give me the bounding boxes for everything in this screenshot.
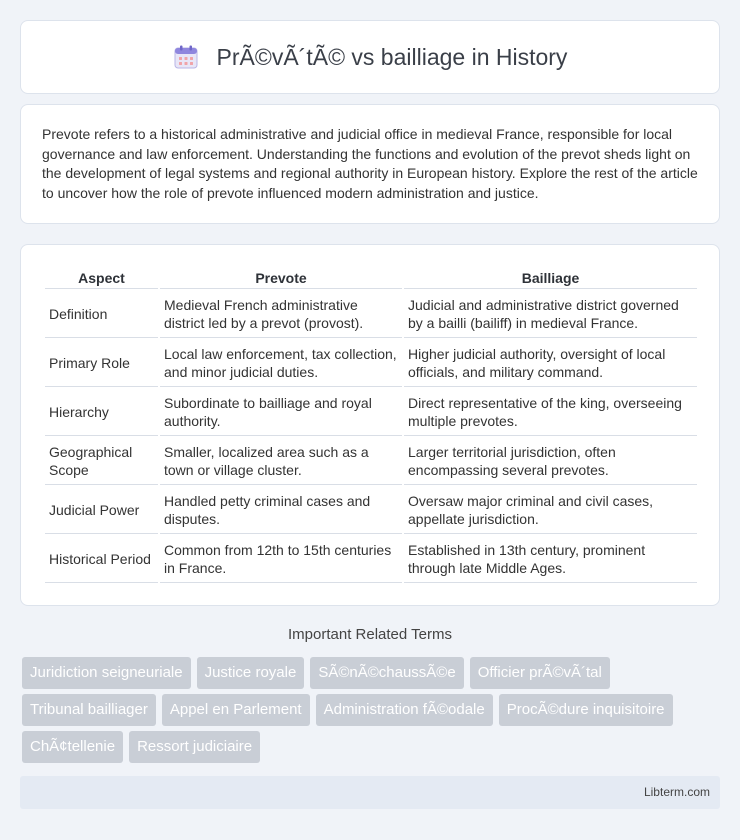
table-row	[45, 536, 697, 583]
table-row	[45, 340, 697, 387]
cell-aspect: Primary Role	[45, 340, 158, 387]
related-term-tag[interactable]: Justice royale	[197, 657, 305, 689]
related-term-tag[interactable]: SÃ©nÃ©chaussÃ©e	[310, 657, 463, 689]
header-prevote: Prevote	[160, 265, 402, 289]
cell-prevote: Subordinate to bailliage and royal authority.	[160, 389, 402, 436]
cell-bailliage: Oversaw major criminal and civil cases, appellate jurisdiction.	[404, 487, 697, 534]
cell-bailliage: Judicial and administrative district governed by a bailli (bailiff) in medieval France.	[404, 291, 697, 338]
table-row	[45, 487, 697, 534]
calendar-icon	[173, 44, 199, 70]
cell-prevote: Common from 12th to 15th centuries in France.	[160, 536, 402, 583]
page-title: PrÃ©vÃ´tÃ© vs bailliage in History	[216, 43, 568, 70]
related-term-tag[interactable]: Administration fÃ©odale	[316, 694, 493, 726]
related-terms-title: Important Related Terms	[288, 626, 452, 643]
cell-aspect: Judicial Power	[45, 487, 158, 534]
intro-card	[20, 104, 720, 224]
related-term-tag[interactable]: Juridiction seigneuriale	[22, 657, 191, 689]
cell-bailliage: Higher judicial authority, oversight of local officials, and military command.	[404, 340, 697, 387]
header-aspect: Aspect	[45, 265, 158, 289]
related-term-tag[interactable]: ProcÃ©dure inquisitoire	[499, 694, 673, 726]
footer	[20, 776, 720, 809]
cell-prevote: Smaller, localized area such as a town or village cluster.	[160, 438, 402, 485]
cell-aspect: Historical Period	[45, 536, 158, 583]
table-row	[45, 438, 697, 485]
related-term-tag[interactable]: Appel en Parlement	[162, 694, 310, 726]
table-header-row	[45, 265, 697, 289]
header-bailliage: Bailliage	[404, 265, 697, 289]
related-term-tag[interactable]: Officier prÃ©vÃ´tal	[470, 657, 610, 689]
related-terms-list	[22, 657, 722, 763]
table-row	[45, 389, 697, 436]
table-row	[45, 291, 697, 338]
footer-site-link[interactable]: Libterm.com	[643, 785, 710, 799]
cell-prevote: Handled petty criminal cases and disputes.	[160, 487, 402, 534]
related-term-tag[interactable]: ChÃ¢tellenie	[22, 731, 123, 763]
header-card	[20, 20, 720, 94]
cell-aspect: Geographical Scope	[45, 438, 158, 485]
cell-prevote: Local law enforcement, tax collection, and minor judicial duties.	[160, 340, 402, 387]
cell-prevote: Medieval French administrative district led by a prevot (provost).	[160, 291, 402, 338]
cell-aspect: Definition	[45, 291, 158, 338]
cell-bailliage: Larger territorial jurisdiction, often encompassing several prevotes.	[404, 438, 697, 485]
related-term-tag[interactable]: Tribunal bailliager	[22, 694, 156, 726]
cell-aspect: Hierarchy	[45, 389, 158, 436]
intro-text: Prevote refers to a historical administrative and judicial office in medieval France, responsible for local governance and law enforcement. Understanding the functions and evolution of the prevot sheds light on the development of legal systems and regional authority in European history. Explore the rest of the article to uncover how the role of prevote influenced modern administration and justice.	[42, 126, 698, 201]
cell-bailliage: Established in 13th century, prominent through late Middle Ages.	[404, 536, 697, 583]
comparison-card	[20, 244, 720, 606]
cell-bailliage: Direct representative of the king, overseeing multiple prevotes.	[404, 389, 697, 436]
related-term-tag[interactable]: Ressort judiciaire	[129, 731, 260, 763]
comparison-table	[43, 263, 699, 585]
